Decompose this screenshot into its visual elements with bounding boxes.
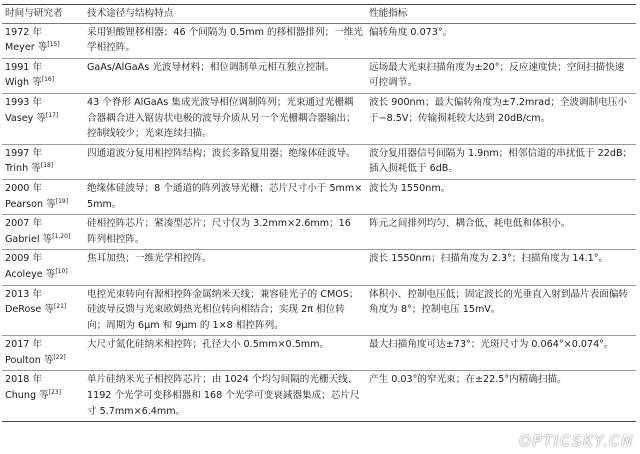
table-row: [2, 58, 636, 93]
author-text: [5, 267, 81, 283]
cell-time-researcher: [2, 144, 84, 179]
cell-performance: 远场最大光束扫描角度为±20°；反应速度快；空间扫描快速可控调节。: [366, 58, 636, 93]
cell-technique: 单片硅纳米光子相控阵芯片；由 1024 个均匀间隔的光栅天线、1192 个光学可变移相器和 168 个光学可变衰减器集成；芯片尺寸 5.7mm×6.4mm。: [84, 371, 366, 422]
table-row: [2, 336, 636, 371]
cell-time-researcher: [2, 179, 84, 214]
author-text: [5, 353, 81, 369]
author-text: [5, 232, 81, 248]
cell-time-researcher: [2, 23, 84, 58]
cell-technique: GaAs/AlGaAs 光波导材料；相位调制单元相互独立控制。: [84, 58, 366, 93]
table-row: [2, 93, 636, 144]
year-text: 2009 年: [5, 253, 43, 265]
year-text: 2000 年: [5, 182, 43, 194]
author-text: [5, 302, 81, 318]
author-name: Pearson 等: [5, 198, 56, 210]
cell-technique: 硅相控阵芯片；紧凑型芯片；尺寸仅为 3.2mm×2.6mm；16 阵列相控阵。: [84, 215, 366, 250]
reference-marker: [17]: [45, 111, 59, 119]
header-technique: 技术途径与结构特点: [84, 5, 366, 24]
cell-performance: 偏转角度 0.073°。: [366, 23, 636, 58]
cell-technique: 43 个脊形 AlGaAs 集成光波导相位调制阵列；光束通过光栅耦合器耦合进入锯齿状电极的波导介质从另一个光栅耦合器输出；控制线较少；光束连续扫描。: [84, 93, 366, 144]
reference-marker: [1,20]: [52, 232, 71, 240]
cell-time-researcher: [2, 58, 84, 93]
author-name: Chung 等: [5, 390, 49, 402]
cell-time-researcher: [2, 93, 84, 144]
cell-technique: 焦耳加热；一维光学相控阵。: [84, 250, 366, 285]
cell-performance: 阵元之间排列均匀、耦合低、耗电低和体积小。: [366, 215, 636, 250]
reference-marker: [10]: [55, 267, 68, 275]
reference-marker: [16]: [41, 76, 55, 84]
cell-technique: 采用钽酸锂移相器；46 个间隔为 0.5mm 的移相器排列；一维光学相控阵。: [84, 23, 366, 58]
reference-marker: [18]: [40, 162, 54, 170]
author-name: Wigh 等: [5, 77, 42, 89]
author-text: [5, 40, 81, 56]
author-name: Acoleye 等: [5, 268, 56, 280]
cell-performance: 产生 0.03°的窄光束；在±22.5°内精确扫描。: [366, 371, 636, 422]
year-text: 1991 年: [5, 61, 43, 73]
table-row: [2, 144, 636, 179]
year-text: 1972 年: [5, 26, 43, 38]
header-performance: 性能指标: [366, 5, 636, 24]
cell-time-researcher: [2, 336, 84, 371]
reference-marker: [15]: [47, 41, 60, 49]
cell-performance: 波长 900nm；最大偏转角度为±7.2mrad；全波调制电压小于−8.5V；传输损耗较大达到 20dB/cm。: [366, 93, 636, 144]
table-row: [2, 285, 636, 336]
table-row: [2, 371, 636, 422]
cell-time-researcher: [2, 250, 84, 285]
header-time-researcher: 时间与研究者: [2, 5, 84, 24]
author-name: DeRose 等: [5, 304, 54, 316]
cell-technique: 大尺寸氮化硅纳米相控阵；孔径大小 0.5mm×0.5mm。: [84, 336, 366, 371]
cell-performance: 体积小、控制电压低；固定波长的光垂直入射到晶片表面偏转角度为 8°；控制电压 15mV。: [366, 285, 636, 336]
table-row: [2, 215, 636, 250]
author-name: Meyer 等: [5, 42, 48, 54]
year-text: 2013 年: [5, 288, 43, 300]
table-header-row: [2, 5, 636, 24]
reference-marker: [21]: [53, 303, 67, 311]
cell-performance: 最大扫描角度可达±73°；光斑尺寸为 0.064°×0.074°。: [366, 336, 636, 371]
author-text: [5, 111, 81, 127]
author-name: Trinh 等: [5, 163, 41, 175]
cell-technique: 四通道波分复用相控阵结构；波长多路复用器；绝缘体硅波导。: [84, 144, 366, 179]
watermark: OPTICSKY.CN: [519, 432, 634, 450]
author-name: Vasey 等: [5, 112, 46, 124]
reference-marker: [19]: [55, 197, 69, 205]
author-name: Gabriel 等: [5, 233, 53, 245]
author-text: [5, 388, 81, 404]
cell-performance: 波长 1550nm；扫描角度为 2.3°；扫描角度为 14.1°。: [366, 250, 636, 285]
cell-time-researcher: [2, 215, 84, 250]
table-row: [2, 250, 636, 285]
year-text: 2018 年: [5, 374, 43, 386]
cell-technique: 绝缘体硅波导；8 个通道的阵列波导光栅；芯片尺寸小于 5mm×5mm。: [84, 179, 366, 214]
reference-marker: [22]: [53, 353, 66, 361]
author-name: Poulton 等: [5, 354, 54, 366]
year-text: 2007 年: [5, 218, 43, 230]
comparison-table: [2, 4, 636, 422]
author-text: [5, 75, 81, 91]
year-text: 1993 年: [5, 96, 43, 108]
table-row: [2, 179, 636, 214]
cell-time-researcher: [2, 285, 84, 336]
year-text: 2017 年: [5, 339, 43, 351]
author-text: [5, 197, 81, 213]
year-text: 1997 年: [5, 147, 43, 159]
cell-performance: 波分复用器信号间隔为 1.9nm；相邻信道的串扰低于 22dB；插入损耗低于 6dB。: [366, 144, 636, 179]
table-row: [2, 23, 636, 58]
cell-time-researcher: [2, 371, 84, 422]
author-text: [5, 161, 81, 177]
reference-marker: [23]: [48, 389, 62, 397]
cell-technique: 电控光束转向有源相控阵金属纳米天线；兼容硅光子的 CMOS；硅波导反馈与光束欧姆热光相位转向相结合；实现 2π 相位转向；周期为 6μm 和 9μm 的 1×8 相控阵列。: [84, 285, 366, 336]
table-body: [2, 23, 636, 422]
cell-performance: 波长为 1550nm。: [366, 179, 636, 214]
